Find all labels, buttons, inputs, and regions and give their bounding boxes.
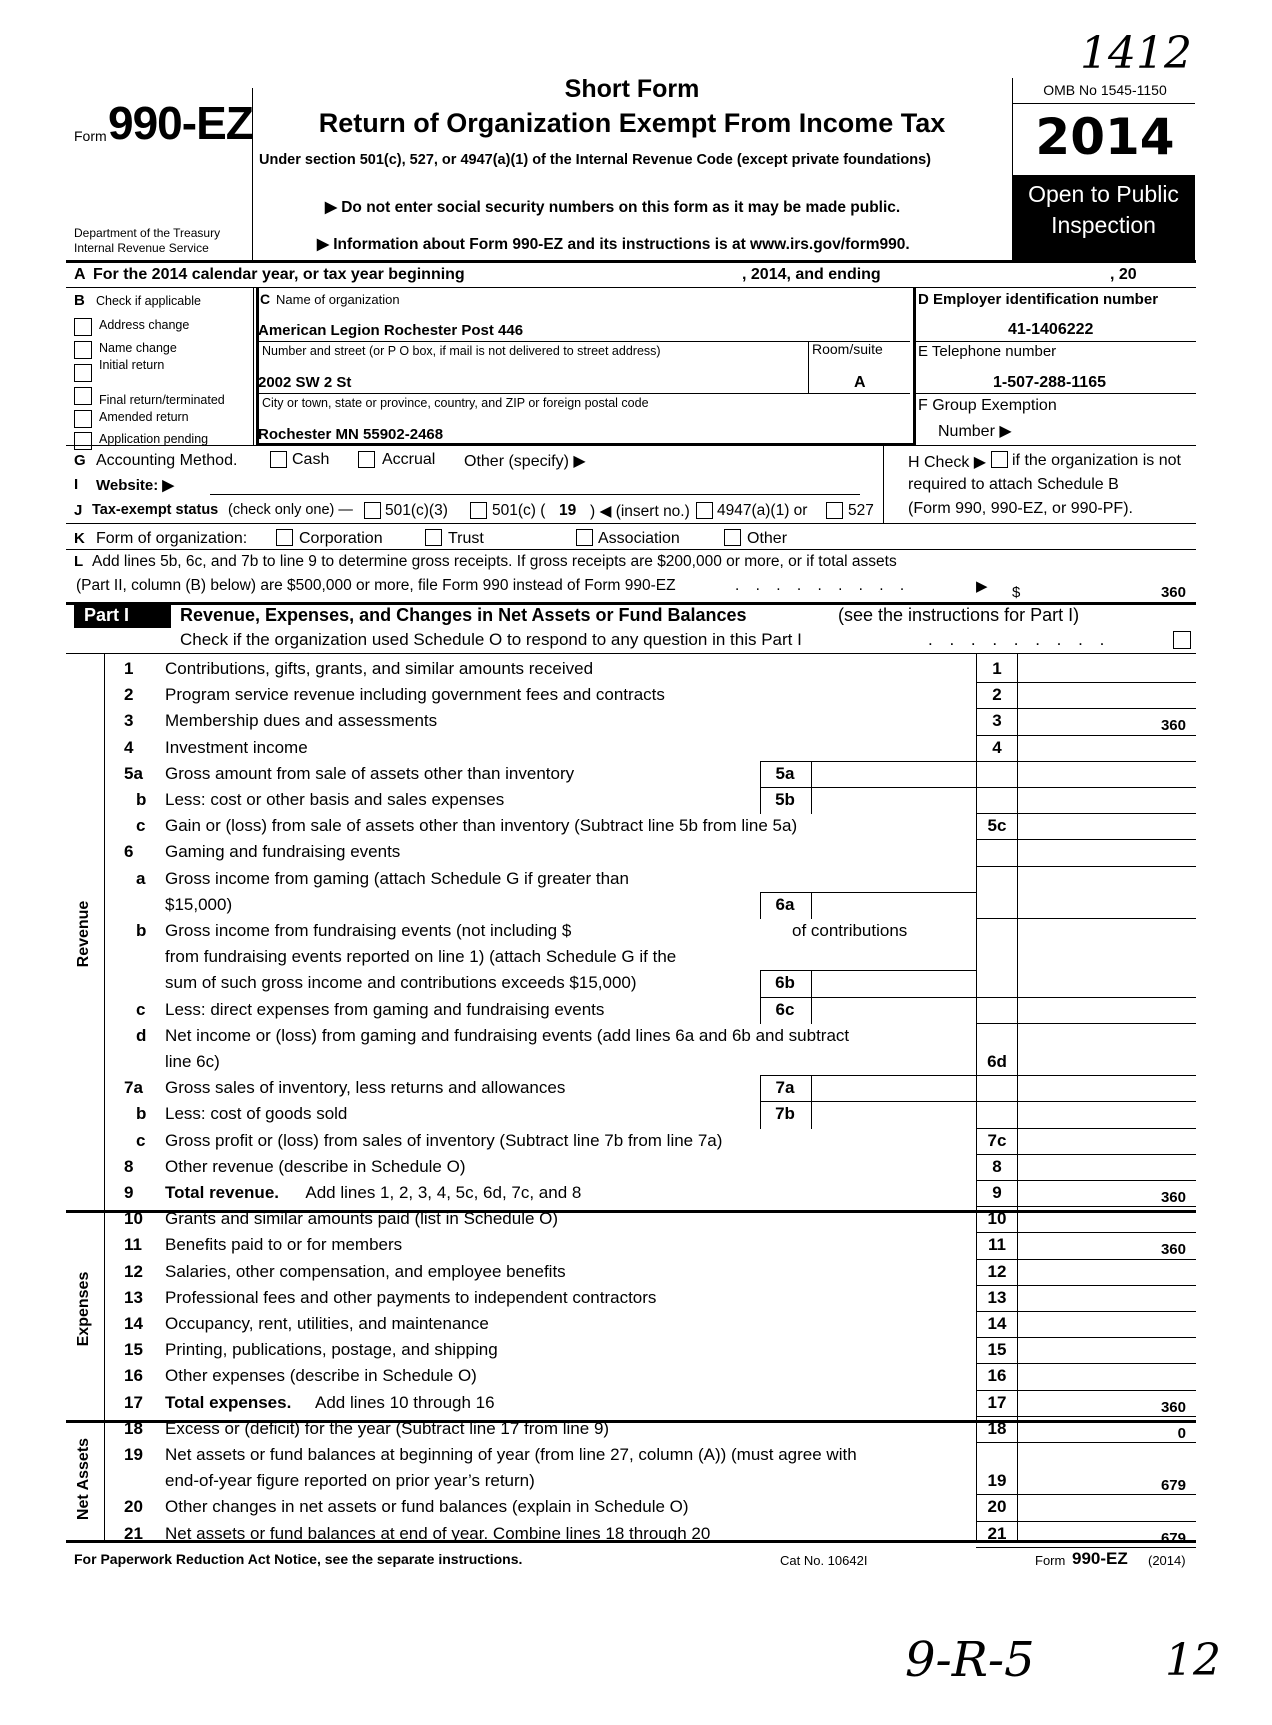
line-rule	[976, 997, 1196, 998]
line-l-leader: . . . . . . . . .	[735, 577, 911, 594]
line-description: Other revenue (describe in Schedule O)	[165, 1156, 466, 1176]
line-number: c	[136, 816, 146, 836]
inner-line-amount[interactable]	[812, 997, 976, 1024]
other-org-label: Other	[747, 530, 788, 547]
line-number: b	[136, 921, 147, 940]
line-number: 14	[124, 1314, 143, 1333]
group-exemption-number: Number ▶	[938, 423, 1012, 440]
501c-checkbox[interactable]	[470, 502, 487, 519]
section-b-checkbox[interactable]	[74, 341, 92, 359]
section-b-item-label: Final return/terminated	[99, 393, 225, 407]
section-b-item-label: Address change	[99, 318, 190, 332]
footer-year: (2014)	[1148, 1553, 1186, 1568]
notice-info: ▶ Information about Form 990-EZ and its instructions is at www.irs.gov/form990.	[317, 236, 910, 253]
line-box-label: 4	[992, 737, 1002, 757]
line-number: 19	[124, 1445, 143, 1464]
501c-insert-note: ) ◀ (insert no.)	[590, 503, 690, 520]
line-bold-label: Total revenue.	[165, 1183, 279, 1202]
inner-line-box-label: 6c	[775, 999, 795, 1019]
footer-cat-no: Cat No. 10642I	[780, 1553, 868, 1568]
line-rule	[976, 1023, 1196, 1024]
line-l-dollar: $	[1012, 584, 1021, 601]
section-b-item-label: Amended return	[99, 410, 189, 424]
line-description: Gain or (loss) from sale of assets other than inventory (Subtract line 5b from line 5a)	[165, 816, 798, 836]
handwritten-page-number: 1412	[1080, 28, 1192, 79]
501c3-checkbox[interactable]	[364, 502, 381, 519]
line-number: 13	[124, 1287, 143, 1307]
schedule-b-checkbox[interactable]	[991, 451, 1008, 468]
part-i-title-note: (see the instructions for Part I)	[838, 605, 1080, 625]
line-box-label: 2	[992, 685, 1002, 705]
trust-checkbox[interactable]	[425, 529, 442, 546]
line-rule	[976, 1363, 1196, 1364]
line-number: 17	[124, 1392, 143, 1412]
corporation-checkbox[interactable]	[276, 529, 293, 546]
line-number: a	[136, 868, 146, 888]
line-number: d	[136, 1025, 147, 1045]
notice-ssn: ▶ Do not enter social security numbers on this form as it may be made public.	[325, 199, 901, 216]
inner-line-amount[interactable]	[812, 1101, 976, 1128]
line-rule	[976, 1442, 1196, 1443]
room-caption: Room/suite	[812, 341, 883, 357]
dept-treasury: Department of the Treasury	[74, 226, 221, 240]
line-number: 11	[124, 1235, 142, 1255]
line-description: Add lines 1, 2, 3, 4, 5c, 6d, 7c, and 8	[305, 1183, 582, 1202]
line-description: Gross profit or (loss) from sales of inventory (Subtract line 7b from line 7a)	[165, 1130, 723, 1150]
line-k-label: K	[74, 530, 85, 547]
tax-year: 2014	[1035, 108, 1175, 166]
line-rule	[976, 708, 1196, 709]
trust-label: Trust	[448, 530, 484, 547]
section-b-checkbox[interactable]	[74, 410, 92, 428]
line-description: Gross income from gaming (attach Schedule G if greater than	[165, 868, 629, 888]
501c3-label: 501(c)(3)	[385, 502, 448, 519]
side-label-expenses: Expenses	[75, 1271, 92, 1347]
line-rule	[976, 1390, 1196, 1391]
line-a-mid: , 2014, and ending	[742, 266, 881, 283]
line-rule	[976, 1154, 1196, 1155]
line-description: Less: direct expenses from gaming and fundraising events	[165, 999, 605, 1019]
line-rule	[976, 918, 1196, 919]
section-b-item-label: Initial return	[99, 358, 165, 372]
schedule-o-leader: . . . . . . . . .	[928, 630, 1111, 649]
line-amount[interactable]: 679	[1160, 1529, 1186, 1547]
line-description: Professional fees and other payments to independent contractors	[165, 1287, 657, 1307]
line-description-2: line 6c)	[165, 1052, 220, 1071]
line-rule	[976, 787, 1196, 788]
section-b-checkbox[interactable]	[74, 387, 92, 405]
line-rule	[976, 839, 1196, 840]
line-description: Contributions, gifts, grants, and similar amounts received	[165, 659, 594, 678]
line-box-label: 3	[992, 711, 1002, 731]
section-c-box	[256, 287, 916, 446]
line-rule	[976, 1259, 1196, 1260]
ein-value[interactable]: 41-1406222	[1008, 321, 1094, 338]
line-j-label: J	[74, 502, 83, 519]
section-c-label: C	[260, 291, 271, 307]
line-number: 10	[124, 1209, 143, 1229]
title-short-form: Short Form	[564, 75, 700, 103]
line-description: Net assets or fund balances at beginning of year (from line 27, column (A)) (must agree with	[165, 1445, 857, 1464]
501c-number[interactable]: 19	[559, 502, 577, 519]
line-description-2: from fundraising events reported on line 1) (attach Schedule G if the	[165, 947, 677, 967]
line-description-2: $15,000)	[165, 894, 233, 914]
line-a-label: A	[74, 266, 86, 283]
telephone-value[interactable]: 1-507-288-1165	[993, 374, 1106, 391]
city-state-zip[interactable]: Rochester MN 55902-2468	[258, 426, 444, 443]
street-address[interactable]: 2002 SW 2 St	[258, 374, 352, 391]
line-rule	[976, 1128, 1196, 1129]
line-description: Grants and similar amounts paid (list in Schedule O)	[165, 1209, 559, 1229]
line-box-label: 7c	[987, 1130, 1007, 1150]
other-org-checkbox[interactable]	[724, 529, 741, 546]
part-i-label: Part I	[84, 605, 130, 625]
line-description: Excess or (deficit) for the year (Subtract line 17 from line 9)	[165, 1418, 610, 1438]
gross-receipts-value[interactable]: 360	[1160, 584, 1186, 601]
section-b-item-label: Name change	[99, 341, 177, 355]
footer-notice: For Paperwork Reduction Act Notice, see the separate instructions.	[74, 1551, 523, 1567]
omb-number: OMB No 1545-1150	[1043, 82, 1167, 98]
footer-form-prefix: Form	[1035, 1553, 1066, 1568]
4947a1-checkbox[interactable]	[696, 502, 713, 519]
line-description: Membership dues and assessments	[165, 711, 438, 731]
line-description: Gross sales of inventory, less returns and allowances	[165, 1078, 566, 1098]
501c-label: 501(c) (	[492, 502, 546, 519]
line-description: Gross amount from sale of assets other than inventory	[165, 763, 575, 783]
line-description: Investment income	[165, 737, 308, 757]
line-amount[interactable]: 360	[1160, 717, 1186, 735]
line-number: 7a	[124, 1078, 143, 1098]
line-h-text2: required to attach Schedule B	[908, 476, 1119, 493]
line-number: c	[136, 1130, 146, 1150]
group-exemption-caption: F Group Exemption	[918, 397, 1057, 414]
line-box-label: 9	[992, 1183, 1002, 1202]
line-l-arrow: ▶	[976, 578, 988, 595]
open-to-public-text: Open to Public	[1028, 181, 1179, 207]
line-description: Program service revenue including government fees and contracts	[165, 685, 665, 705]
line-number: 12	[124, 1261, 143, 1281]
4947a1-label: 4947(a)(1) or	[717, 502, 808, 519]
handwritten-note: 9-R-5	[905, 1632, 1035, 1688]
line-number: 1	[124, 659, 134, 678]
org-name-caption: Name of organization	[276, 292, 400, 307]
line-number: 2	[124, 685, 134, 705]
line-box-label: 15	[987, 1340, 1007, 1360]
association-checkbox[interactable]	[576, 529, 593, 546]
line-box-label: 14	[987, 1314, 1007, 1333]
inspection-text: Inspection	[1051, 212, 1156, 238]
line-amount[interactable]: 360	[1160, 1241, 1186, 1259]
schedule-o-checkbox[interactable]	[1173, 631, 1191, 649]
inner-line-box-label: 5a	[775, 763, 795, 783]
line-h-check-label: H Check ▶	[908, 454, 987, 471]
line-rule	[976, 735, 1196, 736]
line-amount[interactable]: 679	[1160, 1477, 1186, 1495]
section-b-checkbox[interactable]	[74, 364, 92, 382]
line-number: b	[136, 1104, 147, 1124]
schedule-o-text: Check if the organization used Schedule O to respond to any question in this Part I	[180, 630, 802, 649]
org-name[interactable]: American Legion Rochester Post 446	[258, 322, 524, 339]
line-rule	[976, 1521, 1196, 1522]
tax-exempt-status-note: (check only one) —	[228, 502, 353, 518]
line-g-label: G	[74, 452, 86, 469]
line-bold-label: Total expenses.	[165, 1392, 292, 1412]
side-label-net-assets: Net Assets	[75, 1437, 92, 1521]
telephone-caption: E Telephone number	[918, 343, 1057, 360]
side-label-revenue: Revenue	[75, 900, 92, 968]
inner-line-box-label: 6a	[775, 894, 795, 914]
line-a-end: , 20	[1110, 266, 1137, 283]
line-rule	[976, 1494, 1196, 1495]
line-l-text1: Add lines 5b, 6c, and 7b to line 9 to determine gross receipts. If gross receipts are $200,000 or more, or if total assets	[92, 553, 897, 570]
section-b-label: B	[74, 292, 85, 309]
line-box-label: 6d	[987, 1052, 1007, 1071]
line-description: Benefits paid to or for members	[165, 1235, 403, 1255]
line-rule	[976, 1337, 1196, 1338]
inner-line-amount[interactable]	[812, 892, 976, 919]
section-b-title: Check if applicable	[96, 294, 201, 308]
line-rule	[976, 1101, 1196, 1102]
line-number: 15	[124, 1340, 143, 1360]
line-box-label: 1	[992, 659, 1002, 678]
line-description-2: end-of-year figure reported on prior year’s return)	[165, 1471, 535, 1491]
line-rule	[976, 1180, 1196, 1181]
line-h-text: if the organization is not	[1012, 452, 1181, 469]
footer-form-number: 990-EZ	[1072, 1549, 1128, 1568]
line-description: Add lines 10 through 16	[315, 1392, 495, 1412]
line-l-text2: (Part II, column (B) below) are $500,000 or more, file Form 990 instead of Form 990-EZ	[76, 577, 676, 594]
line-number: 8	[124, 1156, 134, 1176]
section-b-checkbox[interactable]	[74, 318, 92, 336]
subtitle: Under section 501(c), 527, or 4947(a)(1) of the Internal Revenue Code (except private foundations)	[259, 152, 931, 168]
line-description: Gaming and fundraising events	[165, 842, 401, 862]
line-description: Printing, publications, postage, and shipping	[165, 1340, 498, 1360]
line-box-label: 16	[987, 1366, 1007, 1386]
website-field[interactable]	[210, 494, 860, 495]
inner-line-amount[interactable]	[812, 970, 976, 997]
line-amount[interactable]: 360	[1160, 1398, 1186, 1416]
line-box-label: 13	[987, 1287, 1007, 1307]
line-description: Net income or (loss) from gaming and fundraising events (add lines 6a and 6b and subtract	[165, 1025, 850, 1045]
line-l-label: L	[74, 553, 84, 570]
association-label: Association	[598, 530, 680, 547]
title-main: Return of Organization Exempt From Income Tax	[318, 108, 946, 138]
line-box-label: 5c	[987, 816, 1007, 836]
line-description: Other expenses (describe in Schedule O)	[165, 1366, 477, 1386]
inner-line-box-label: 5b	[775, 790, 795, 809]
street-caption: Number and street (or P O box, if mail is not delivered to street address)	[262, 344, 661, 358]
accrual-checkbox[interactable]	[358, 451, 375, 468]
section-b-item-label: Application pending	[99, 432, 209, 446]
line-description-cont: of contributions	[792, 921, 908, 940]
inner-line-box-label: 6b	[775, 973, 795, 993]
line-i-label: I	[74, 476, 79, 493]
line-description: Less: cost or other basis and sales expenses	[165, 790, 505, 809]
line-rule	[976, 866, 1196, 867]
line-rule	[976, 1075, 1196, 1076]
line-description: Occupancy, rent, utilities, and maintenance	[165, 1314, 489, 1333]
line-box-label: 18	[987, 1418, 1007, 1438]
527-checkbox[interactable]	[826, 502, 843, 519]
line-rule	[976, 1311, 1196, 1312]
line-rule	[976, 1285, 1196, 1286]
line-rule	[976, 682, 1196, 683]
line-a-text: For the 2014 calendar year, or tax year beginning	[93, 266, 465, 283]
line-number: 5a	[124, 763, 143, 783]
form-of-org-label: Form of organization:	[96, 530, 248, 547]
line-rule	[976, 1206, 1196, 1207]
cash-checkbox[interactable]	[270, 451, 287, 468]
other-method-label: Other (specify) ▶	[464, 453, 586, 470]
line-description: Less: cost of goods sold	[165, 1104, 348, 1124]
line-description: Net assets or fund balances at end of year. Combine lines 18 through 20	[165, 1523, 711, 1543]
tax-exempt-status-label: Tax-exempt status	[92, 502, 219, 518]
line-number: 3	[124, 711, 134, 731]
corporation-label: Corporation	[299, 530, 383, 547]
line-number: 18	[124, 1418, 143, 1438]
cash-label: Cash	[292, 451, 330, 468]
inner-line-box-label: 7b	[775, 1104, 795, 1124]
line-number: c	[136, 999, 146, 1019]
line-box-label: 19	[987, 1471, 1007, 1491]
line-box-label: 21	[987, 1523, 1007, 1543]
line-number: 9	[124, 1183, 134, 1202]
line-description: Other changes in net assets or fund balances (explain in Schedule O)	[165, 1497, 689, 1517]
section-b-checkbox[interactable]	[74, 432, 92, 450]
line-rule	[976, 1232, 1196, 1233]
part-i-title: Revenue, Expenses, and Changes in Net Assets or Fund Balances	[180, 605, 747, 625]
line-number: 16	[124, 1366, 143, 1386]
form-number: 990-EZ	[108, 97, 253, 149]
line-rule	[976, 813, 1196, 814]
room-suite[interactable]: A	[854, 374, 866, 391]
city-caption: City or town, state or province, country, and ZIP or foreign postal code	[262, 396, 649, 410]
line-number: 6	[124, 842, 134, 862]
line-box-label: 20	[987, 1497, 1007, 1517]
website-label: Website: ▶	[96, 477, 174, 494]
line-number: 20	[124, 1497, 143, 1517]
inner-line-box-label: 7a	[775, 1078, 795, 1098]
ein-caption: D Employer identification number	[918, 291, 1159, 308]
line-number: b	[136, 790, 147, 809]
form-prefix: Form	[74, 128, 107, 144]
accounting-method-label: Accounting Method.	[96, 452, 238, 469]
line-box-label: 17	[987, 1392, 1007, 1412]
line-number: 21	[124, 1523, 143, 1543]
handwritten-note-right: 12	[1165, 1635, 1221, 1686]
accrual-label: Accrual	[382, 451, 436, 468]
line-box-label: 8	[992, 1156, 1002, 1176]
inner-line-amount[interactable]	[812, 1075, 976, 1102]
line-description: Salaries, other compensation, and employee benefits	[165, 1261, 566, 1281]
line-rule	[976, 1547, 1196, 1548]
dept-irs: Internal Revenue Service	[74, 241, 209, 255]
line-amount[interactable]: 360	[1160, 1189, 1186, 1206]
line-description-3: sum of such gross income and contributions exceeds $15,000)	[165, 973, 637, 993]
527-label: 527	[848, 502, 874, 519]
line-h-text3: (Form 990, 990-EZ, or 990-PF).	[908, 500, 1133, 517]
line-box-label: 10	[987, 1209, 1007, 1229]
line-rule	[976, 761, 1196, 762]
line-amount[interactable]: 0	[1177, 1424, 1186, 1442]
line-box-label: 11	[988, 1235, 1006, 1255]
line-number: 4	[124, 737, 134, 757]
line-box-label: 12	[987, 1261, 1007, 1281]
inner-line-amount[interactable]	[812, 761, 976, 788]
line-rule	[976, 1416, 1196, 1417]
inner-line-amount[interactable]	[812, 787, 976, 814]
line-description: Gross income from fundraising events (not including $	[165, 921, 572, 940]
